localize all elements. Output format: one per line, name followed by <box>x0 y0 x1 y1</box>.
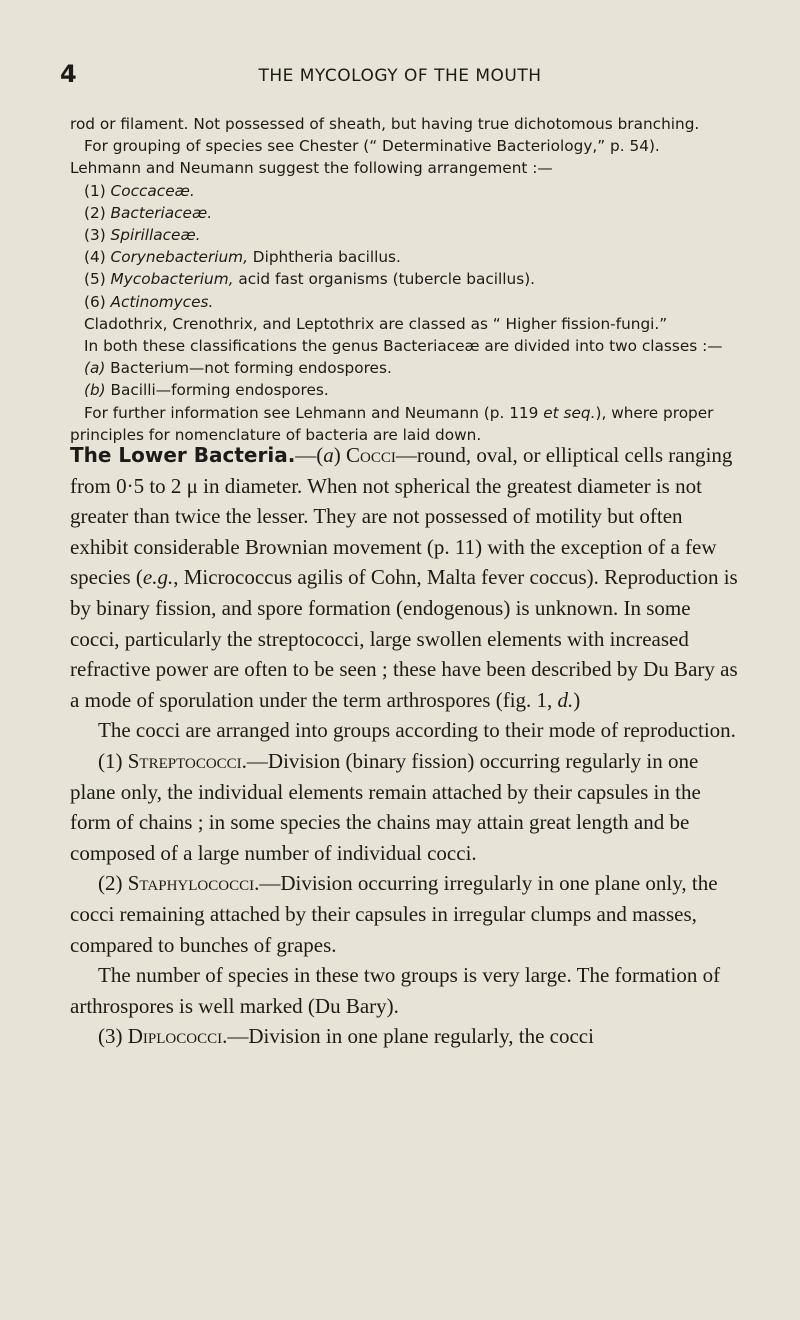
running-head: THE MYCOLOGY OF THE MOUTH <box>258 66 542 86</box>
small-print-section <box>70 113 730 446</box>
paragraph: In both these classifications the genus Bacteriaceæ are divided into two classes :— <box>84 337 723 356</box>
paragraph: (3) Diplococci.—Division in one plane regularly, the cocci <box>98 1024 594 1049</box>
paragraph: (2) Staphylococci.—Division occurring irregularly in one plane only, the cocci remaining attached by their capsules in irregular clumps and masses, compared to bunches of grapes. <box>70 871 718 957</box>
paragraph: (1) Streptococci.—Division (binary fission) occurring regularly in one plane only, the individual elements remain attached by their capsules in the form of chains ; in some species the chains may attain great length and be composed of a large number of individual cocci. <box>70 748 701 865</box>
section-heading: The Lower Bacteria. <box>70 443 296 467</box>
main-text-section <box>70 440 740 1052</box>
page-header <box>60 60 740 88</box>
page-number: 4 <box>60 60 77 88</box>
list-item: (4) Corynebacterium, Diphtheria bacillus. <box>84 248 401 267</box>
paragraph: Cladothrix, Crenothrix, and Leptothrix are classed as “ Higher fission-fungi.” <box>84 314 668 333</box>
list-item: (1) Coccaceæ. <box>84 181 195 200</box>
paragraph: The cocci are arranged into groups according to their mode of reproduction. <box>98 718 736 743</box>
list-item: (6) Actinomyces. <box>84 292 214 311</box>
paragraph: For grouping of species see Chester (“ Determinative Bacteriology,” p. 54). Lehmann and Neumann suggest the following arrangement :— <box>70 137 660 178</box>
list-item: (b) Bacilli—forming endospores. <box>84 381 329 400</box>
list-item: (5) Mycobacterium, acid fast organisms (tubercle bacillus). <box>84 270 536 289</box>
paragraph: rod or filament. Not possessed of sheath, but having true dichotomous branching. <box>70 115 700 133</box>
paragraph: For further information see Lehmann and Neumann (p. 119 et seq.), where proper principles for nomenclature of bacteria are laid down. <box>70 403 714 444</box>
list-item: (2) Bacteriaceæ. <box>84 203 213 222</box>
list-item: (a) Bacterium—not forming endospores. <box>84 359 392 378</box>
paragraph: The Lower Bacteria.—(a) Cocci—round, oval, or elliptical cells ranging from 0·5 to 2 μ in diameter. When not spherical the greatest diameter is not greater than twice the lesser. They are not possessed of motility but often exhibit considerable Brownian movement (p. 11) with the exception of a few species (e.g., Micrococcus agilis of Cohn, Malta fever coccus). Reproduction is by binary fission, and spore formation (endogenous) is unknown. In some cocci, particularly the streptococci, large swollen elements with increased refractive power are often to be seen ; these have been described by Du Bary as a mode of sporulation under the term arthrospores (fig. 1, d.) <box>70 443 738 712</box>
paragraph: The number of species in these two groups is very large. The formation of arthrospores is well marked (Du Bary). <box>70 963 721 1018</box>
list-item: (3) Spirillaceæ. <box>84 226 201 245</box>
